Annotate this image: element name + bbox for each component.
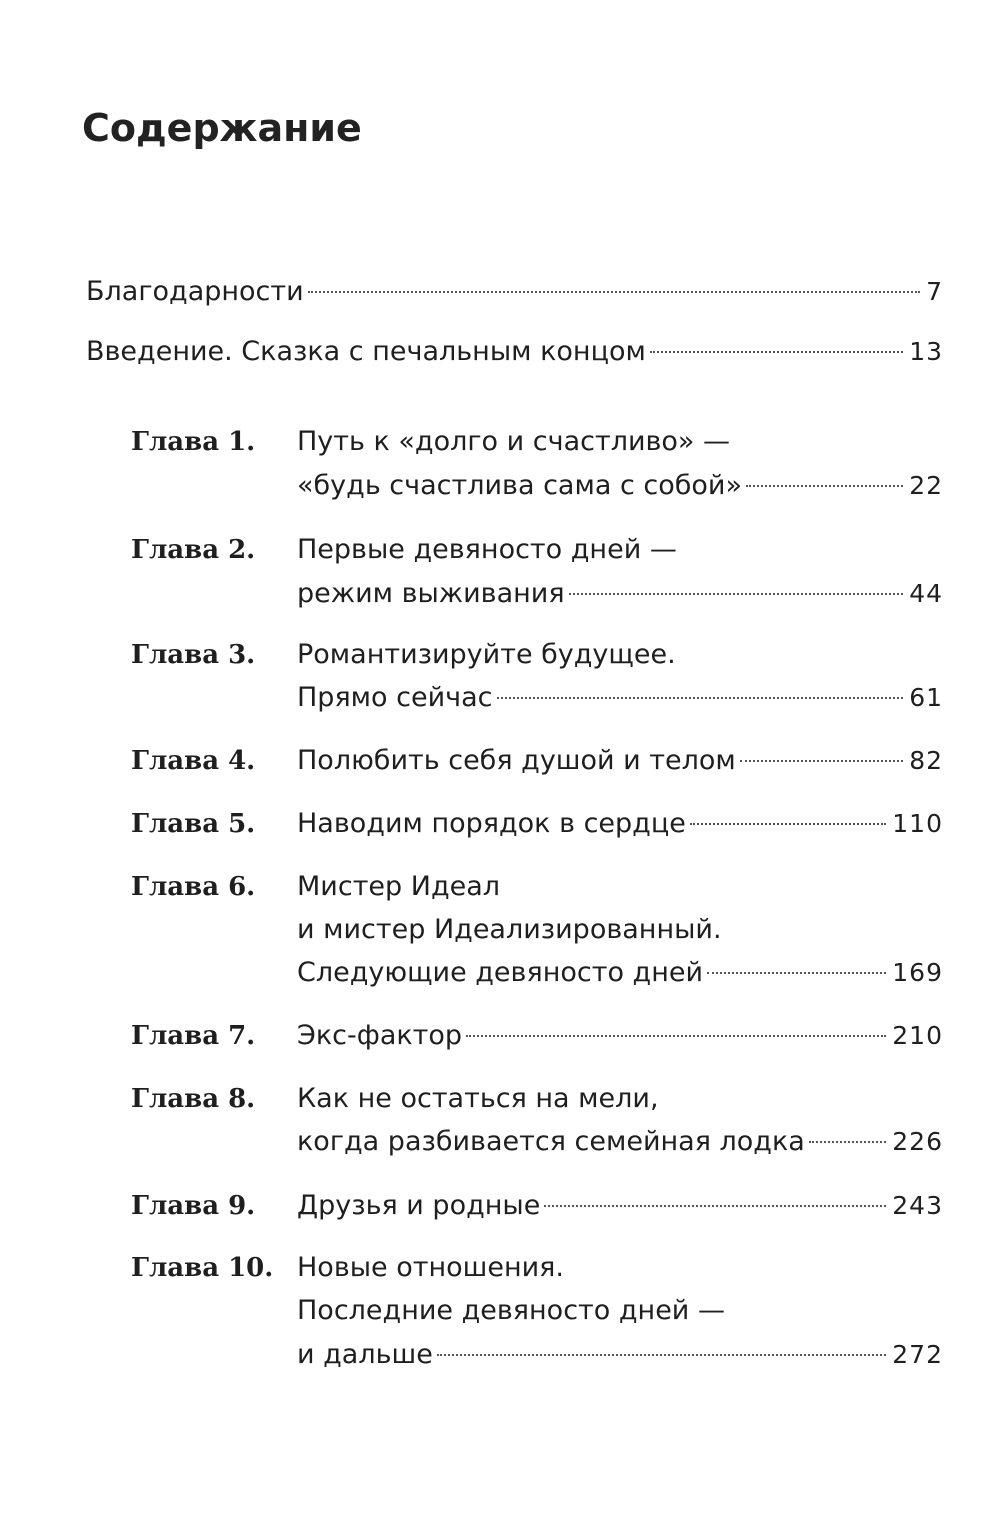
page-number: 13 bbox=[909, 337, 943, 366]
chapter-label: Глава 4. bbox=[131, 746, 256, 776]
entry-title: Полюбить себя душой и телом bbox=[297, 745, 736, 776]
entry-title: Наводим порядок в сердце bbox=[297, 808, 686, 839]
toc-entry-chapter-10[interactable] bbox=[297, 1337, 943, 1373]
page-number: 61 bbox=[909, 683, 943, 712]
page-number: 272 bbox=[892, 1340, 943, 1369]
chapter-label: Глава 3. bbox=[131, 640, 256, 670]
chapter-label: Глава 9. bbox=[131, 1191, 256, 1221]
chapter-label: Глава 1. bbox=[131, 427, 256, 457]
toc-entry-chapter-6[interactable] bbox=[297, 955, 943, 991]
chapter-title-line[interactable]: Первые девяносто дней — bbox=[297, 534, 677, 565]
entry-title: Следующие девяносто дней bbox=[297, 957, 704, 988]
dot-leader bbox=[466, 1035, 886, 1037]
page-title: Содержание bbox=[82, 106, 362, 150]
entry-title: Введение. Сказка с печальным концом bbox=[86, 336, 646, 367]
toc-entry-acknowledgements[interactable] bbox=[86, 274, 943, 310]
entry-title: Друзья и родные bbox=[297, 1190, 541, 1221]
chapter-title-line[interactable]: Мистер Идеал bbox=[297, 871, 501, 902]
dot-leader bbox=[497, 697, 904, 699]
entry-title: режим выживания bbox=[297, 578, 565, 609]
chapter-label: Глава 10. bbox=[131, 1253, 274, 1283]
chapter-label: Глава 7. bbox=[131, 1021, 256, 1051]
entry-title: Прямо сейчас bbox=[297, 682, 493, 713]
entry-title: Благодарности bbox=[86, 276, 304, 307]
toc-entry-chapter-2[interactable] bbox=[297, 576, 943, 612]
chapter-title-line[interactable]: Как не остаться на мели, bbox=[297, 1083, 659, 1114]
dot-leader bbox=[746, 485, 903, 487]
toc-entry-chapter-3[interactable] bbox=[297, 680, 943, 716]
entry-title: и дальше bbox=[297, 1339, 433, 1370]
toc-entry-chapter-9[interactable] bbox=[297, 1188, 943, 1224]
chapter-title-line[interactable]: Новые отношения. bbox=[297, 1252, 565, 1283]
page-number: 210 bbox=[892, 1021, 943, 1050]
dot-leader bbox=[544, 1205, 886, 1207]
dot-leader bbox=[437, 1354, 886, 1356]
dot-leader bbox=[809, 1141, 886, 1143]
page-number: 82 bbox=[909, 746, 943, 775]
toc-entry-chapter-7[interactable] bbox=[297, 1018, 943, 1054]
chapter-label: Глава 2. bbox=[131, 535, 256, 565]
chapter-label: Глава 8. bbox=[131, 1084, 256, 1114]
entry-title: «будь счастлива сама с собой» bbox=[297, 470, 742, 501]
toc-entry-chapter-5[interactable] bbox=[297, 806, 943, 842]
toc-entry-introduction[interactable] bbox=[86, 334, 943, 370]
page-number: 110 bbox=[892, 809, 943, 838]
page-number: 169 bbox=[892, 958, 943, 987]
chapter-title-line[interactable]: Последние девяносто дней — bbox=[297, 1295, 725, 1326]
toc-entry-chapter-1[interactable] bbox=[297, 468, 943, 504]
chapter-label: Глава 6. bbox=[131, 872, 256, 902]
entry-title: когда разбивается семейная лодка bbox=[297, 1126, 805, 1157]
chapter-title-line[interactable]: и мистер Идеализированный. bbox=[297, 914, 722, 945]
page-number: 44 bbox=[909, 579, 943, 608]
page-number: 22 bbox=[909, 471, 943, 500]
dot-leader bbox=[740, 760, 903, 762]
entry-title: Экс-фактор bbox=[297, 1020, 463, 1051]
chapter-label: Глава 5. bbox=[131, 809, 256, 839]
page-number: 243 bbox=[892, 1191, 943, 1220]
page-number: 226 bbox=[892, 1127, 943, 1156]
page-number: 7 bbox=[926, 277, 943, 306]
dot-leader bbox=[308, 291, 920, 293]
chapter-title-line[interactable]: Путь к «долго и счастливо» — bbox=[297, 426, 731, 457]
dot-leader bbox=[690, 823, 886, 825]
dot-leader bbox=[650, 351, 903, 353]
dot-leader bbox=[707, 972, 886, 974]
toc-entry-chapter-4[interactable] bbox=[297, 743, 943, 779]
toc-entry-chapter-8[interactable] bbox=[297, 1124, 943, 1160]
chapter-title-line[interactable]: Романтизируйте будущее. bbox=[297, 639, 676, 670]
dot-leader bbox=[569, 593, 904, 595]
